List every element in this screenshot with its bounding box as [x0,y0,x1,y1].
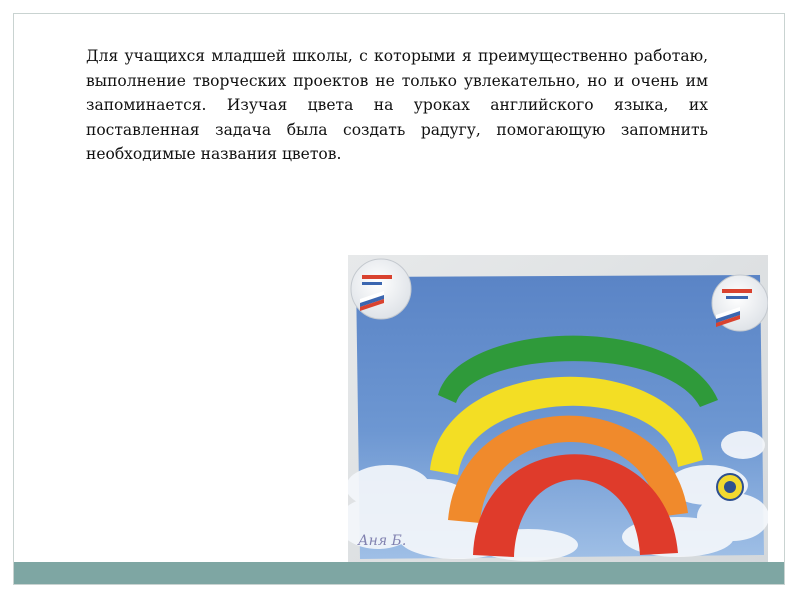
badge-icon [351,259,411,319]
emblem-icon [717,474,743,500]
badge-icon [712,275,768,331]
signature-text: Аня Б. [358,533,407,549]
rainbow-photo [348,255,768,570]
footer-band [14,562,784,584]
rainbow-photo-graphic [348,255,768,570]
slide-paragraph: Для учащихся младшей школы, с которыми я преимущественно работаю, выполнение творческих проектов не только увлекательно, но и очень им запоминается. Изучая цвета на уроках английского языка, их поставленная задача была создать радугу, помогающую запомнить необходимые названия цветов. [86,47,708,163]
